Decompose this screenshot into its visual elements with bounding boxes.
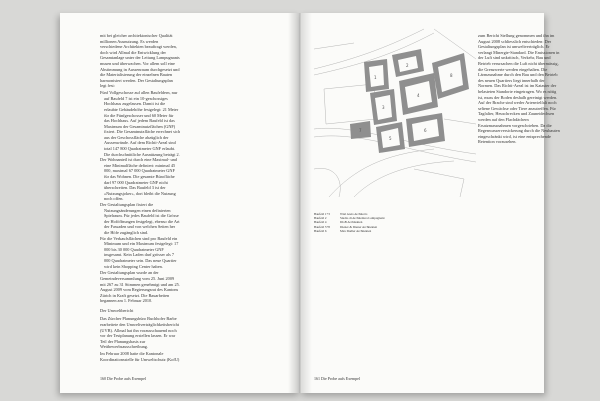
section-heading: Der Umweltbericht [100, 307, 134, 313]
map-label-1: 1 [374, 75, 377, 80]
legend-row [314, 229, 385, 233]
bullet-item: Fünf Vollgeschosse auf allen Baufeldern, nur auf Baufeld 7 ist ein 10-geschossiges Hochhaus zugelassen. Damit ist die erlaubte Gebäudehöhe festgelegt: 21 Meter für die Fünfgeschosser und 60 Meter für das Hochhaus. Auf jedem Baufeld ist das Maximum der Gesamtnutzflächen (GNF) fixiert. Die Gesamtnutzfläche errechnet sich aus der Geschossfläche abzüglich der Aussenwände. Auf dem Richti-Areal sind total 147 800 Quadratmeter GNF erlaubt. Die durchschnittliche Ausnützung beträgt 2. [100, 90, 180, 157]
legend-value: Wiel Arets Architects [340, 212, 368, 216]
map-label-3: 3 [382, 105, 385, 110]
left-folio: 160 Die Probe aufs Exempel [100, 376, 146, 381]
legend-key: Baufeld 5+8 [314, 224, 330, 229]
paragraph: Der Gestaltungsplan wurde an der Gemeindeversammlung vom 25. Juni 2009 mit 267 zu 31 Stimmen genehmigt und am 25. August 2009 vom Regierungsrat des Kantons Zürich in Kraft gesetzt. Die Bauarbeiten begannen am 1. Februar 2010. [100, 270, 180, 304]
bullet-item: Für die Verkaufsflächen sind pro Baufeld ein Minimum und ein Maximum festgelegt: 17 000 bis 30 000 Quadratmeter GNF insgesamt. Kein Laden darf grösser als 7 000 Quadratmeter sein. Das neue Quartier wird kein Shopping Center haben. [100, 235, 179, 269]
legend-key: Baufeld 2 [314, 216, 327, 221]
legend-value: Studio di Architettura Lampugnani [340, 216, 385, 221]
site-plan-legend [314, 212, 385, 233]
paragraph: Im Februar 2008 hatte die Kantonale Koordinationsstelle für Umweltschutz (KofU) [100, 351, 180, 362]
site-plan-map [314, 29, 476, 197]
book-gutter [288, 13, 312, 393]
bullet-item: Der Wohnanteil ist durch eine Maximal- und eine Minimalfläche definiert: minimal 45 000, maximal 67 000 Quadratmeter GNF für das Wohnen. Die gesamte Bürofläche darf 97 000 Quadratmeter GNF nicht überschreiten. Das Baufeld 3 ist der «Nutzungsjoker», dort bleibt die Nutzung noch offen. [100, 157, 177, 202]
map-label-2: 2 [406, 63, 409, 68]
legend-key: Baufeld 1+3 [314, 212, 330, 216]
paragraph: zum Bericht Stellung genommen und ihn im August 2008 schliesslich entschieden: Der Gestaltungsplan ist umweltverträglich. Er verlangt Minergie-Standard. Die Emissionen in der Luft sind unkritisch, Verkehr, Bau und Betrieb verursachen die Luft nicht übermässig, die Grenzwerte werden eingehalten. Die Lärmzunahme durch den Bau und den Betrieb des neuen Quartiers liegt innerhalb der Normen. Das Richti-Areal ist im Kataster der belasteten Standorte eingetragen. Wo es nötig ist, muss der Boden deshalb gereinigt werden. Auf der Brache sind weder Artenvielfalt noch seltene Gewächse oder Tiere anzutreffen. Für Tagfalter, Heuschrecken und Zauneidechsen werden auf den Flachdächern Ersatzmassnahmen vorgeschrieben. Da die Regenwasserversickerung durch die Neubauten eingeschränkt wird, ist eine entsprechende Retention vorzusehen. [478, 33, 560, 145]
map-label-5: 5 [389, 136, 392, 141]
map-label-4: 4 [417, 93, 420, 98]
legend-key: Baufeld 6 [314, 228, 327, 233]
legend-value: DGB Architekten [340, 220, 363, 225]
right-text-column [478, 33, 560, 146]
paragraph: Das Zürcher Planungsbüro Buchhofer Barbe erarbeitete den Umweltverträglichkeitsbericht (UVB). Allmal hat ihn vorausschauend noch vor der Testplanung erstellen lassen. Er war Teil der Planungsbasis zur Wettbewerbsausschreibung. [100, 316, 179, 350]
map-label-8: 8 [450, 73, 453, 78]
paragraph: mit bei gleicher architektonischer Qualität millionen Ausnutzung. Es werden verschiedene Architekten beauftragt werden, doch wird Allmal die Entwicklung der Gesamtanlage unter der Leitung Lampugnanis musen und überwachen. Vor allem soll eine Abstimmung in Aussenraum durchgesetzt und die Materialisierung der einzelnen Bauten harmonisiert werden. Der Gestaltungsplan legt fest: [100, 33, 180, 89]
legend-key: Baufeld 4 [314, 220, 327, 225]
legend-value: Max Dudler Architekten [340, 228, 372, 233]
bullet-list [100, 90, 180, 269]
left-page [60, 13, 300, 393]
legend-value: Diener & Diener Architekten [340, 224, 378, 229]
open-book [60, 13, 560, 393]
map-label-7: 7 [359, 128, 362, 133]
right-page [300, 13, 560, 393]
map-label-6: 6 [424, 128, 427, 133]
left-text-column [100, 33, 180, 364]
bullet-item: Der Gestaltungsplan fixiert die Nutzungsänderungen einen definierten Spielraum. Für jedes Baufeld ist die Grösse der Hoföffnungen festgelegt, ebenso die Art der Fassaden und von welchen Seiten her die Höfe zugänglich sind. [100, 202, 180, 235]
right-folio: 161 Die Probe aufs Exempel [314, 376, 360, 381]
